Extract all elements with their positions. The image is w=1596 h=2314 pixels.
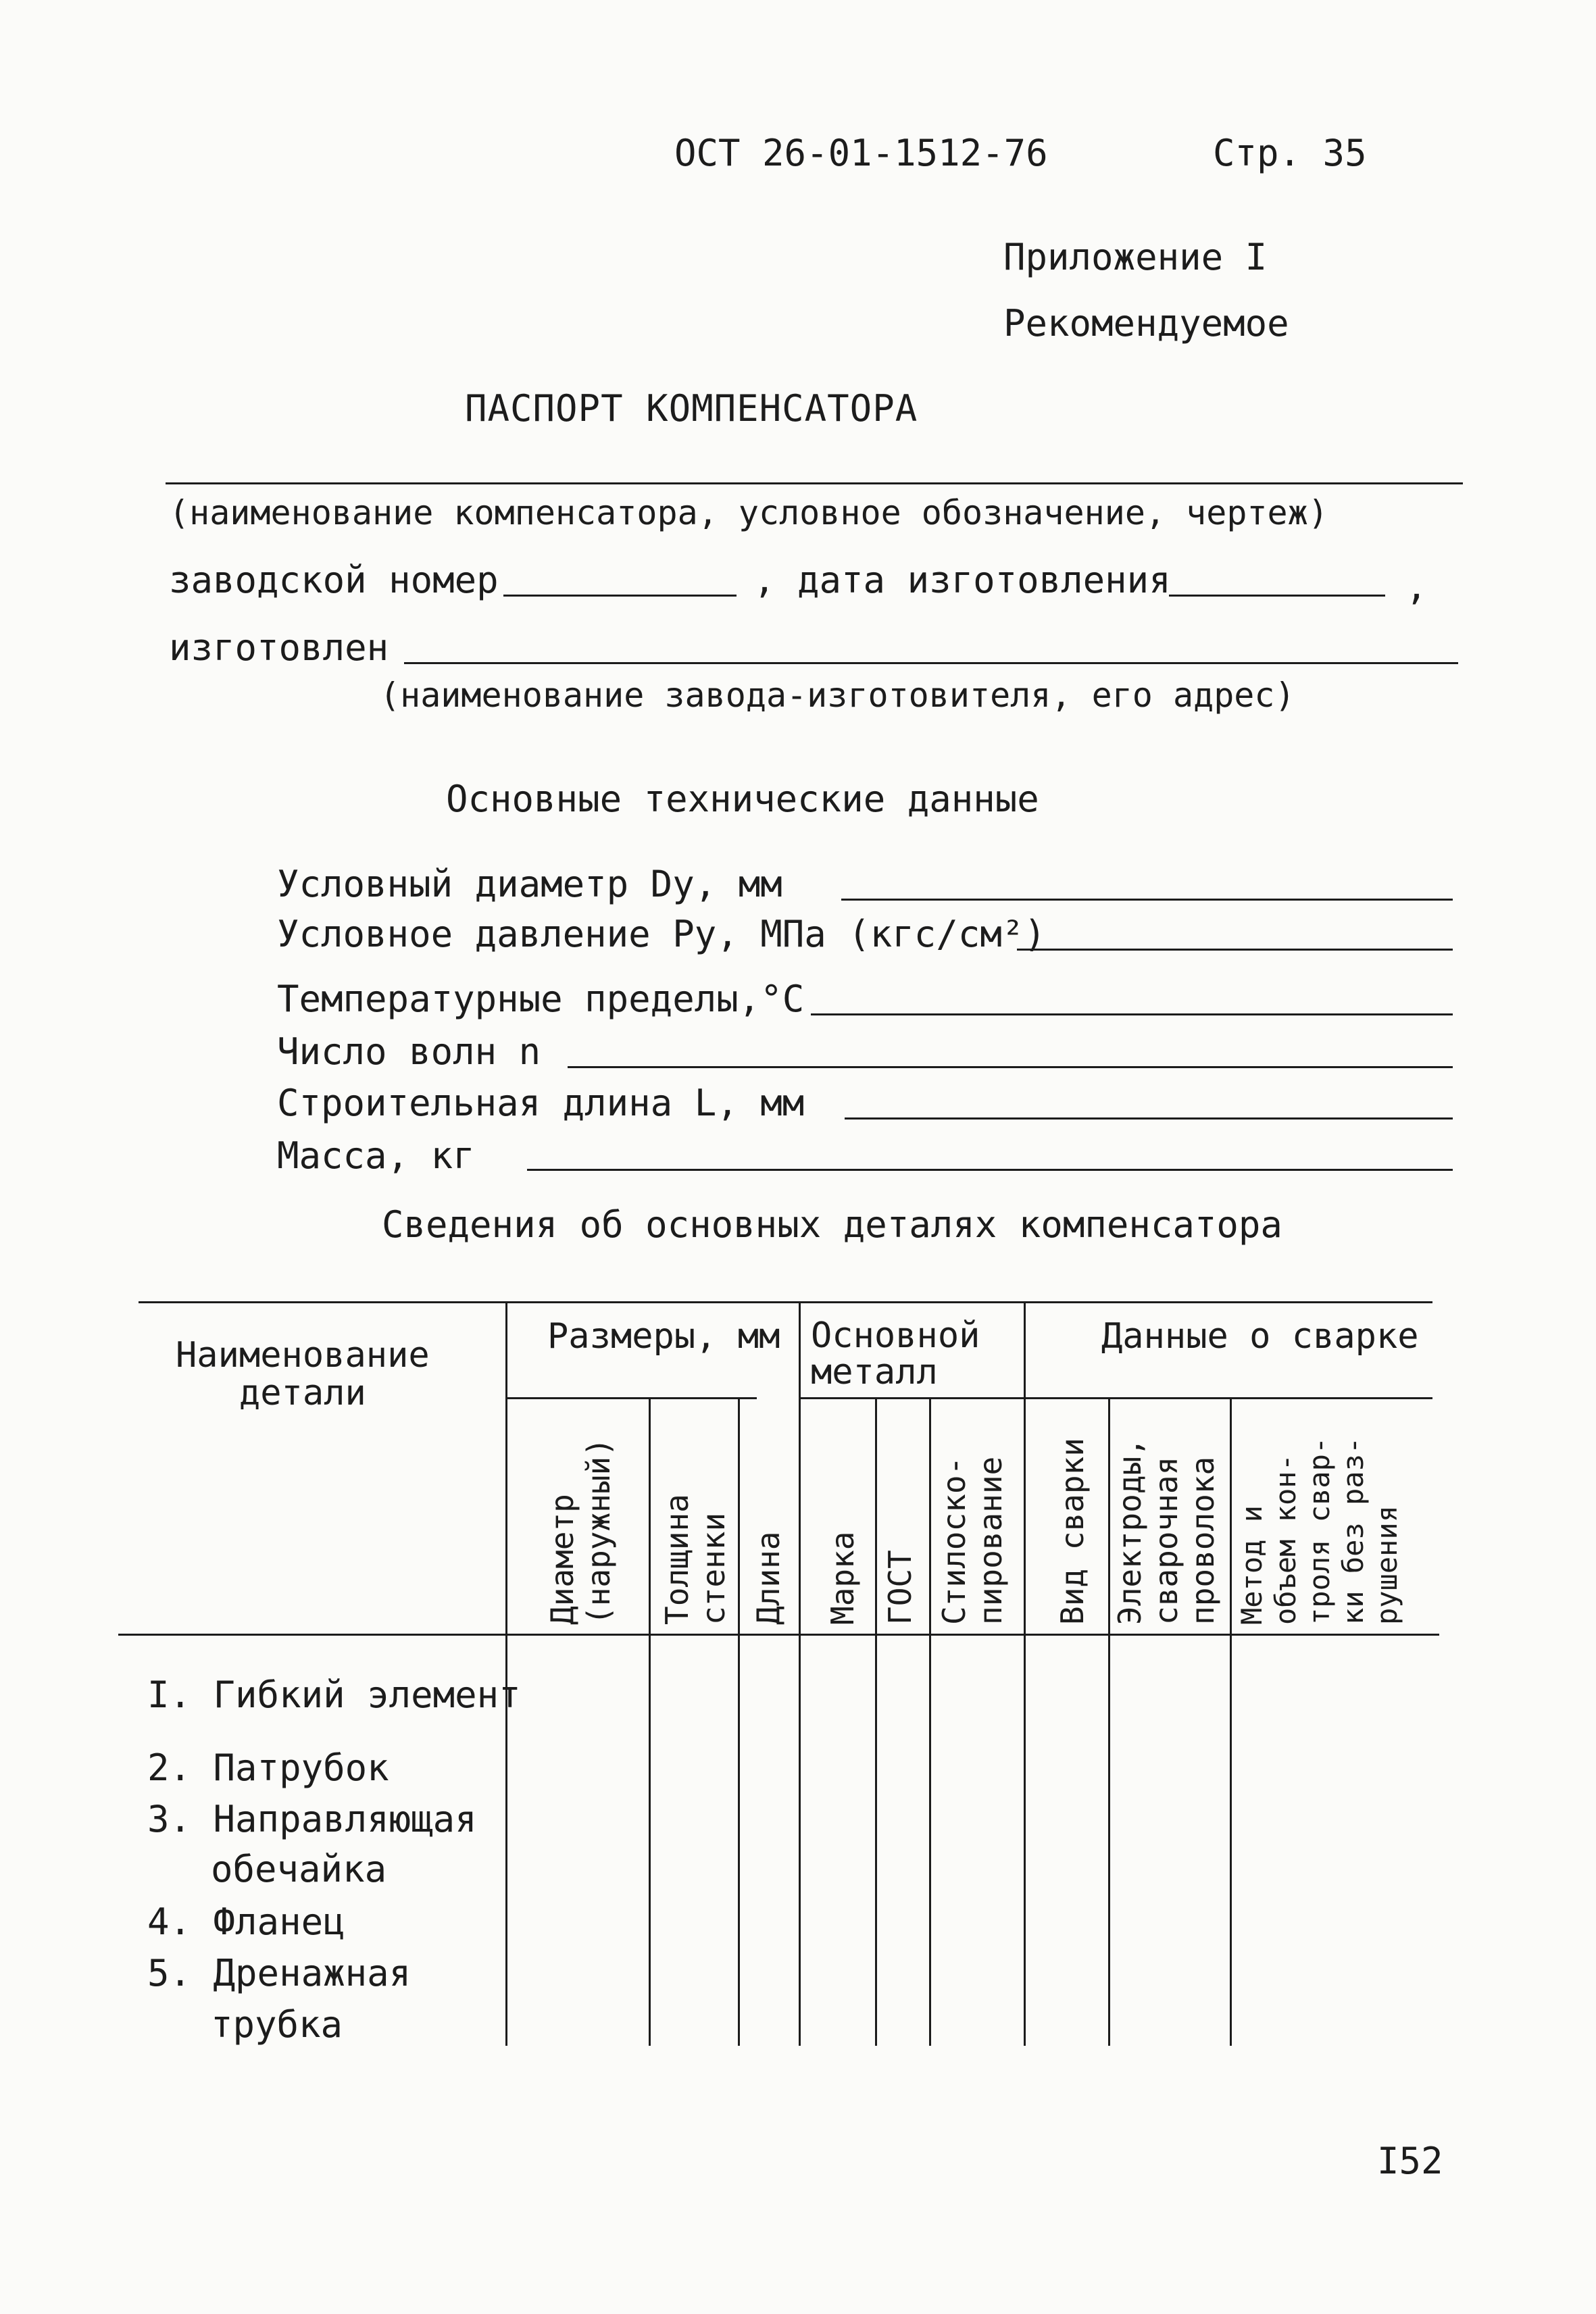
appendix-label: Приложение I [1003,236,1268,278]
tech-heading: Основные технические данные [446,778,1039,820]
parts-heading: Сведения об основных деталях компенсатора [382,1203,1282,1246]
col-name-header: Наименование детали [176,1335,430,1413]
col-line-9 [1230,1397,1232,2046]
table-row: 4. Фланец [147,1901,345,1943]
col-line-6 [929,1397,931,2046]
serial-field [503,595,737,597]
tech-field-temperature [811,1013,1453,1015]
col-line-7 [1024,1301,1026,2046]
tech-field-diameter [841,899,1453,901]
made-by-label: изготовлен [169,626,389,669]
col-line-4 [799,1301,801,2046]
table-row: I. Гибкий элемент [147,1674,521,1716]
date-field [1169,595,1385,597]
sub-styloscopy: Стилоско- пирование [936,1456,1009,1625]
table-row: трубка [211,2003,343,2046]
sub-weld-type: Вид сварки [1054,1438,1091,1625]
made-by-field [404,662,1458,664]
caption-compensator: (наименование компенсатора, условное обозначение, чертеж) [169,493,1328,532]
date-label: , дата изготовления [753,559,1171,601]
page-title: ПАСПОРТ КОМПЕНСАТОРА [465,387,918,430]
serial-label: заводской номер [169,559,499,601]
recommended-label: Рекомендуемое [1003,302,1289,345]
weld-sub-rule [1024,1397,1432,1399]
tech-row-waves: Число волн n [277,1030,541,1073]
tech-field-waves [568,1066,1453,1068]
page-number: I52 [1377,2140,1443,2182]
table-row: 3. Направляющая [147,1798,477,1840]
col-line-3 [738,1397,740,2046]
col-line-2 [649,1397,651,2046]
sub-thickness: Толщина стенки [659,1494,732,1625]
group-weld-header: Данные о сварке [1101,1316,1419,1357]
metal-sub-rule [799,1397,1024,1399]
tech-row-diameter: Условный диаметр Dу, мм [277,863,782,905]
sub-method: Метод и объем кон- троля свар- ки без раз- рушения [1235,1436,1403,1625]
tech-field-mass [527,1169,1453,1171]
group-sizes-header: Размеры, мм [547,1316,780,1357]
table-row: обечайка [211,1848,387,1890]
tech-field-pressure [1017,949,1453,951]
table-header-rule [118,1634,1439,1636]
tech-row-pressure: Условное давление Pу, МПа (кгс/см²) [277,913,1046,955]
group-metal-header: Основной металл [811,1315,980,1392]
sub-grade: Марка [824,1531,861,1625]
tech-row-length: Строительная длина L, мм [277,1082,805,1124]
table-top-rule [139,1301,1432,1303]
sizes-sub-rule [505,1397,757,1399]
trailing-comma: , [1405,565,1428,608]
sub-diameter: Диаметр (наружный) [544,1438,617,1625]
sub-length: Длина [750,1531,787,1625]
sub-gost: ГОСТ [882,1550,918,1625]
tech-row-mass: Масса, кг [277,1134,475,1177]
table-row: 5. Дренажная [147,1952,412,1994]
tech-row-temperature: Температурные пределы,°С [277,978,805,1020]
col-line-5 [875,1397,877,2046]
compensator-name-line [166,482,1463,484]
table-row: 2. Патрубок [147,1746,389,1789]
sub-electrode: Электроды, сварочная проволока [1112,1438,1221,1625]
page-ref: Стр. 35 [1213,132,1367,174]
col-line-8 [1108,1397,1110,2046]
doc-code: ОСТ 26-01-1512-76 [674,132,1048,174]
tech-field-length [845,1117,1453,1120]
caption-maker: (наименование завода-изготовителя, его адрес) [380,676,1295,715]
